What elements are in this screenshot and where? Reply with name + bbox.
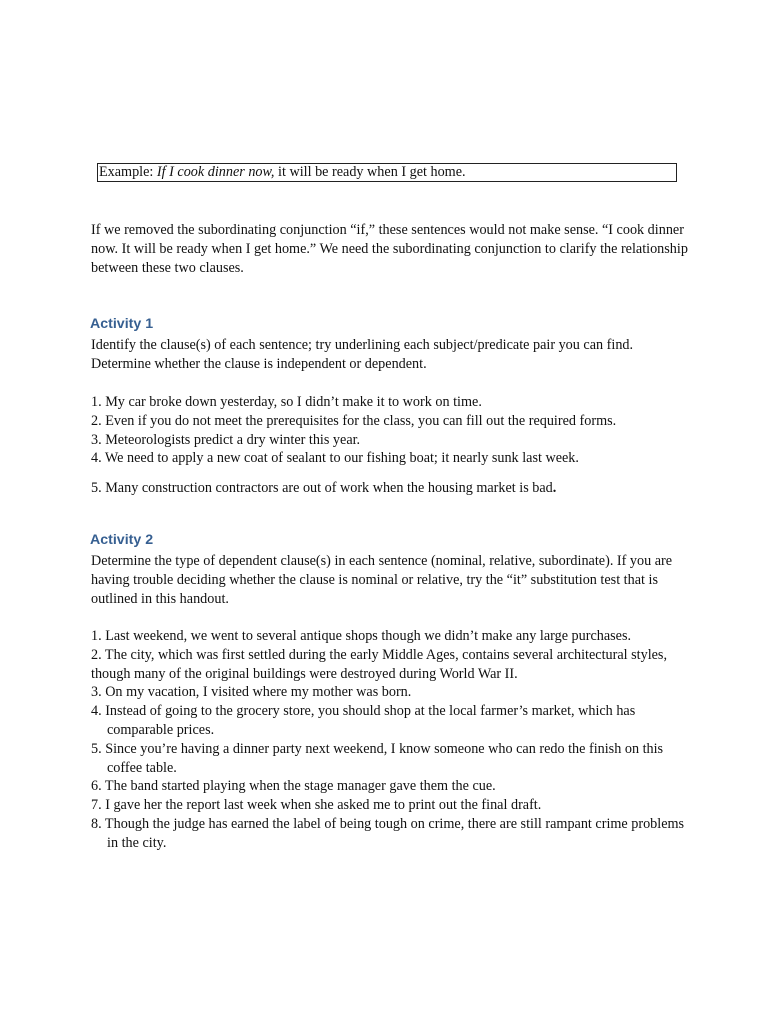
activity2-instructions: Determine the type of dependent clause(s) in each sentence (nominal, relative, subordinate). If you are having trouble deciding whether the clause is nominal or relative, try the “it” substitution test that is outlined in this handout. <box>91 553 673 607</box>
activity2-item-8: 8. Though the judge has earned the label of being tough on crime, there are still rampant crime problems in the city. <box>91 815 685 851</box>
activity2-item-3: 3. On my vacation, I visited where my mother was born. <box>91 684 412 701</box>
activity2-list <box>91 627 691 853</box>
activity1-item-3: 3. Meteorologists predict a dry winter this year. <box>91 431 361 448</box>
example-main-clause: it will be ready when I get home. <box>274 164 466 180</box>
activity1-item-5-period: . <box>552 480 557 496</box>
activity1-item-5 <box>91 479 691 498</box>
activity2-item-1: 1. Last weekend, we went to several antique shops though we didn’t make any large purchases. <box>91 628 632 644</box>
activity1-heading: Activity 1 <box>90 316 154 332</box>
activity1-item-2: 2. Even if you do not meet the prerequisites for the class, you can fill out the required forms. <box>91 412 617 429</box>
intro-paragraph: If we removed the subordinating conjunction “if,” these sentences would not make sense. “I cook dinner now. It will be ready when I get home.” We need the subordinating conjunction to clarify the relationship between these two clauses. <box>91 222 688 276</box>
example-italic-clause: If I cook dinner now, <box>156 164 275 180</box>
activity2-item-7: 7. I gave her the report last week when she asked me to print out the final draft. <box>91 797 542 814</box>
example-label: Example: <box>99 164 157 180</box>
activity2-item-2: 2. The city, which was first settled during the early Middle Ages, contains several architectural styles, though many of the original buildings were destroyed during World War II. <box>91 646 668 682</box>
activity2-item-4: 4. Instead of going to the grocery store, you should shop at the local farmer’s market, which has comparable prices. <box>91 703 636 738</box>
activity2-item-6: 6. The band started playing when the stage manager gave them the cue. <box>91 778 496 795</box>
activity1-instructions: Identify the clause(s) of each sentence; try underlining each subject/predicate pair you can find. Determine whether the clause is independent or dependent. <box>91 337 634 372</box>
activity1-list <box>91 393 691 468</box>
activity2-heading: Activity 2 <box>90 532 154 548</box>
example-box <box>97 163 677 182</box>
activity2-item-5: 5. Since you’re having a dinner party next weekend, I know someone who can redo the finish on this coffee table. <box>91 740 664 776</box>
activity1-item-5-text: 5. Many construction contractors are out of work when the housing market is bad <box>91 480 553 496</box>
activity1-item-1: 1. My car broke down yesterday, so I didn’t make it to work on time. <box>91 394 482 410</box>
activity1-item-4: 4. We need to apply a new coat of sealant to our fishing boat; it nearly sunk last week. <box>91 450 579 467</box>
